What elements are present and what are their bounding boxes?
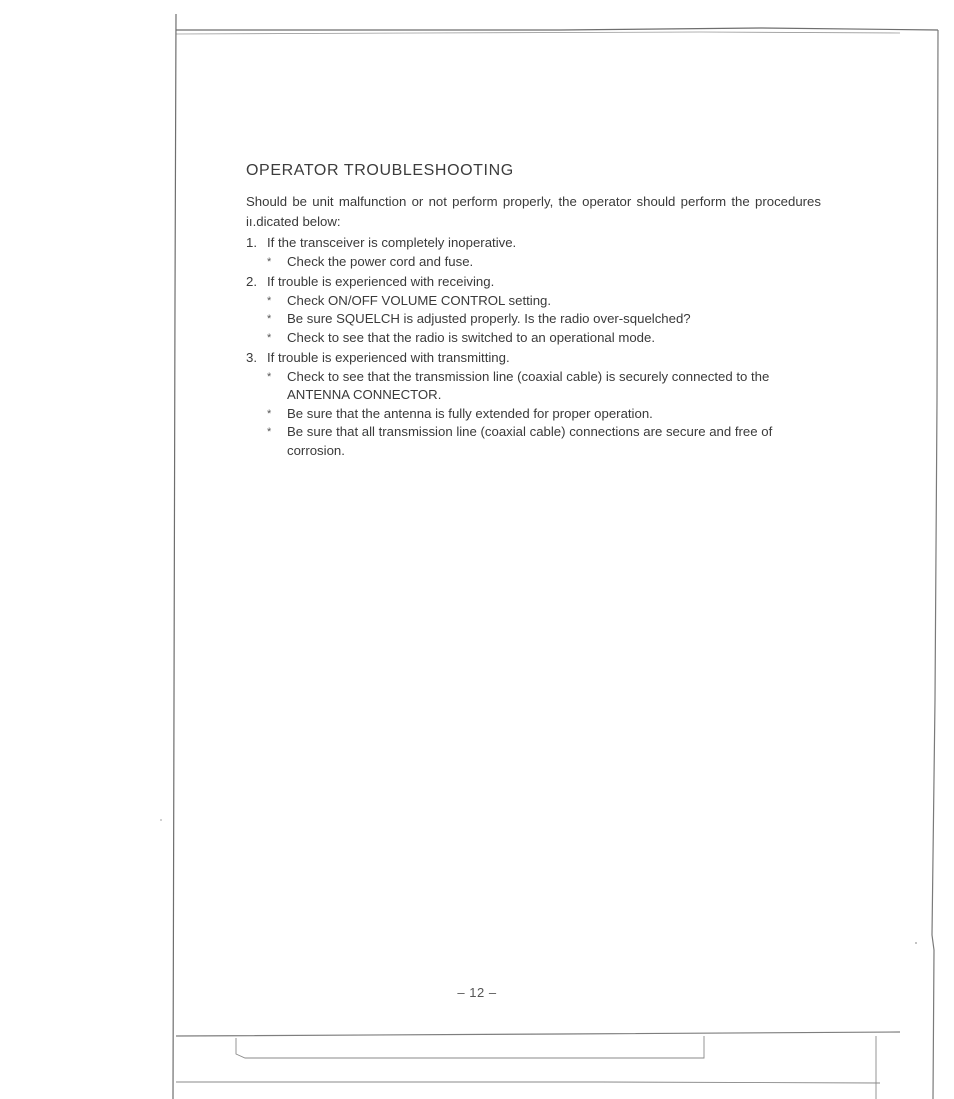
check-item: [246, 329, 821, 348]
step-number: 2.: [246, 274, 257, 289]
step-text: If the transceiver is completely inoperative.: [267, 235, 517, 250]
asterisk-bullet-icon: *: [267, 426, 272, 438]
section-heading: OPERATOR TROUBLESHOOTING: [246, 162, 514, 179]
step-row: [246, 234, 821, 253]
step-text: If trouble is experienced with transmitting.: [267, 350, 510, 365]
asterisk-bullet-icon: *: [267, 294, 272, 307]
check-text: Be sure SQUELCH is adjusted properly. Is the radio over-squelched?: [287, 311, 691, 326]
check-item: [246, 405, 821, 424]
check-item: [246, 368, 821, 405]
check-text: Be sure that the antenna is fully extended for proper operation.: [287, 405, 653, 421]
check-list: [246, 253, 821, 272]
steps-list: [246, 234, 821, 460]
step-item: [246, 349, 821, 460]
step-number: 1.: [246, 235, 257, 250]
step-item: [246, 234, 821, 271]
asterisk-bullet-icon: *: [267, 255, 272, 268]
asterisk-bullet-icon: *: [267, 313, 272, 325]
step-text: If trouble is experienced with receiving.: [267, 274, 495, 289]
check-item: [246, 253, 821, 272]
check-item: [246, 423, 821, 460]
troubleshooting-section: [246, 160, 821, 462]
check-text: Check ON/OFF VOLUME CONTROL setting.: [287, 292, 552, 308]
step-row: [246, 349, 821, 368]
intro-paragraph: Should be unit malfunction or not perform properly, the operator should perform the procedures iı.dicated below:: [246, 194, 821, 229]
check-text: Be sure that all transmission line (coaxial cable) connections are secure and free of corrosion.: [287, 424, 773, 458]
asterisk-bullet-icon: *: [267, 331, 272, 344]
check-text: Check to see that the radio is switched to an operational mode.: [287, 329, 656, 345]
step-item: [246, 273, 821, 347]
page-number: – 12 –: [457, 985, 497, 1000]
check-text: Check to see that the transmission line (coaxial cable) is securely connected to the ANTENNA CONNECTOR.: [287, 368, 770, 402]
step-number: 3.: [246, 350, 257, 365]
check-list: [246, 368, 821, 461]
check-item: [246, 292, 821, 311]
asterisk-bullet-icon: *: [267, 370, 272, 383]
check-text: Check the power cord and fuse.: [287, 253, 474, 269]
asterisk-bullet-icon: *: [267, 407, 272, 420]
check-item: [246, 310, 821, 329]
step-row: [246, 273, 821, 292]
check-list: [246, 292, 821, 348]
